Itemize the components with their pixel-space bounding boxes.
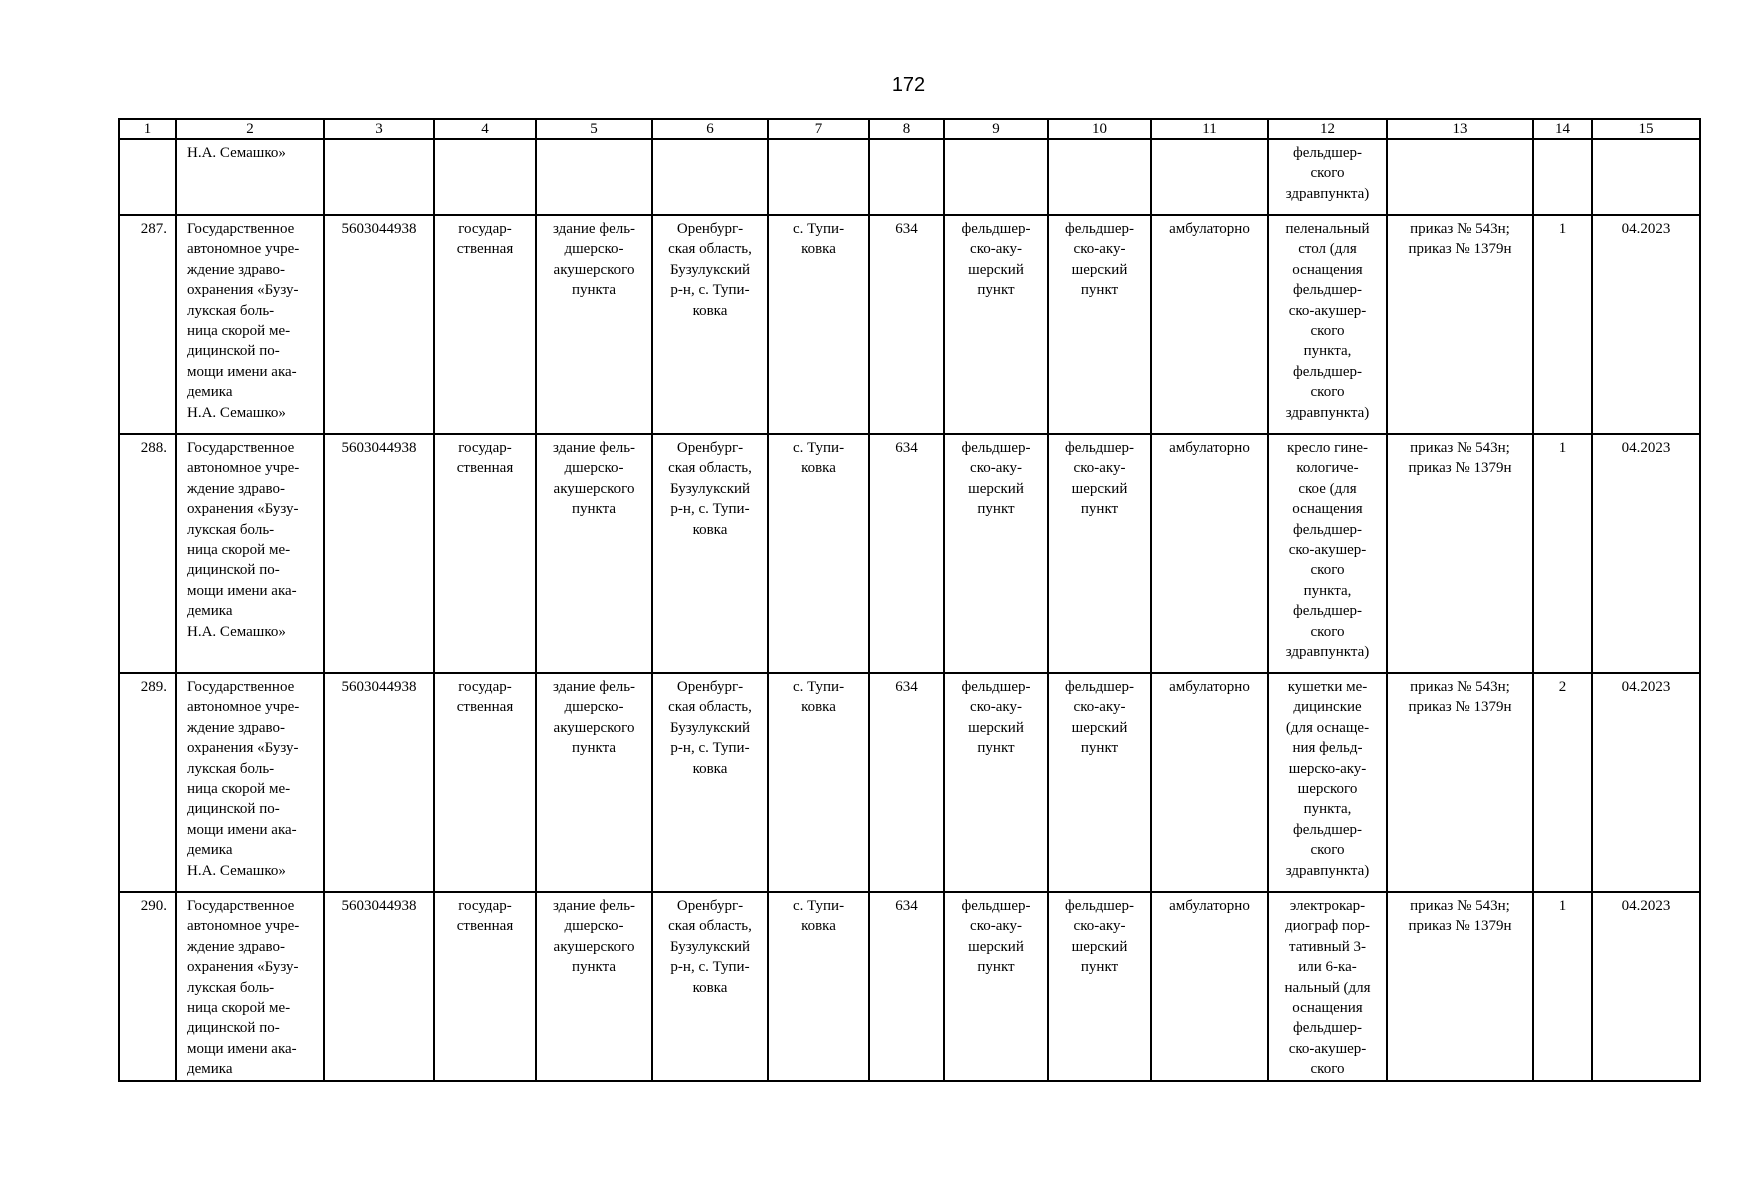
cell-line: ственная: [456, 699, 514, 716]
cell-type: [944, 892, 1048, 1081]
cell-line: ница скорой ме-: [187, 323, 291, 340]
cell-line: здание фель-: [552, 221, 636, 237]
cell-line: автономное учре-: [187, 918, 300, 935]
cell-line: мощи имени ака-: [187, 1040, 297, 1057]
cell-value: 634: [869, 892, 944, 1081]
cell-building: [536, 139, 652, 215]
cell-qty: 2: [1533, 673, 1592, 892]
cell-line: тативный 3-: [1288, 938, 1367, 955]
cell-line: приказ № 543н;: [1410, 440, 1510, 456]
cell-line: или 6-ка-: [1298, 959, 1357, 976]
cell-value: 634: [869, 215, 944, 434]
cell-line: ния фельд-: [1292, 740, 1363, 757]
cell-line: здравпункта): [1285, 862, 1370, 879]
cell-type: [944, 215, 1048, 434]
cell-line: кресло гине-: [1286, 440, 1369, 456]
cell-line: ско-аку-: [970, 918, 1022, 935]
cell-line: фельдшер-: [961, 679, 1031, 695]
cell-line: демика: [187, 842, 233, 859]
table-row: [119, 892, 1700, 1081]
cell-line: ковка: [801, 460, 836, 477]
cell-line: р-н, с. Тупи-: [670, 959, 750, 976]
cell-equipment: [1268, 139, 1387, 215]
cell-line: автономное учре-: [187, 241, 300, 258]
table-row: [119, 673, 1700, 892]
cell-qty: 1: [1533, 215, 1592, 434]
cell-locality: [768, 673, 869, 892]
cell-order: [1387, 673, 1533, 892]
cell-qty: 1: [1533, 892, 1592, 1081]
cell-line: ско-аку-: [970, 241, 1022, 258]
cell-address: [652, 434, 768, 673]
cell-line: пункта,: [1303, 582, 1352, 599]
cell-line: здравпункта): [1285, 404, 1370, 421]
cell-line: дицинские: [1293, 699, 1362, 716]
cell-line: здравпункта): [1285, 644, 1370, 661]
cell-line: пункт: [977, 282, 1015, 299]
cell-line: Бузулукский: [669, 261, 751, 278]
cell-line: ского: [1310, 384, 1345, 401]
cell-line: нальный (для: [1284, 979, 1371, 996]
cell-inn: 5603044938: [324, 892, 434, 1081]
cell-line: ковка: [801, 918, 836, 935]
cell-line: ско-аку-: [970, 460, 1022, 477]
cell-line: оснащения: [1292, 501, 1363, 518]
cell-line: шерский: [1071, 480, 1128, 497]
cell-line: охранения «Бузу-: [187, 740, 299, 757]
header-cell: 13: [1387, 119, 1533, 139]
cell-type: [944, 139, 1048, 215]
cell-line: Государственное: [187, 679, 295, 695]
cell-line: дшерско-: [564, 699, 624, 716]
cell-line: пеленальный: [1285, 221, 1370, 237]
header-cell: 7: [768, 119, 869, 139]
cell-line: лукская боль-: [187, 302, 275, 319]
cell-line: кушетки ме-: [1287, 679, 1368, 695]
cell-line: ственная: [456, 918, 514, 935]
cell-locality: [768, 215, 869, 434]
cell-line: демика: [187, 1061, 233, 1078]
cell-line: акушерского: [553, 719, 635, 736]
cell-qty: [1533, 139, 1592, 215]
cell-line: приказ № 1379н: [1408, 918, 1512, 935]
cell-line: ского: [1310, 842, 1345, 859]
header-cell: 9: [944, 119, 1048, 139]
cell-line: ковка: [692, 302, 728, 319]
continuation-row: [119, 139, 1700, 215]
cell-building: [536, 434, 652, 673]
cell-line: ственная: [456, 241, 514, 258]
cell-line: диограф пор-: [1285, 918, 1370, 935]
cell-line: оснащения: [1292, 261, 1363, 278]
cell-organization: [176, 673, 324, 892]
cell-line: здание фель-: [552, 679, 636, 695]
equipment-table: [118, 118, 1701, 1082]
cell-line: приказ № 1379н: [1408, 699, 1512, 716]
cell-line: ская область,: [668, 699, 752, 716]
cell-num: 290.: [119, 892, 176, 1081]
cell-line: ско-акушер-: [1288, 1040, 1367, 1057]
cell-line: Оренбург-: [676, 221, 744, 237]
cell-line: пункта: [571, 740, 617, 757]
cell-line: охранения «Бузу-: [187, 501, 299, 518]
page-number: 172: [891, 74, 926, 96]
cell-line: мощи имени ака-: [187, 582, 297, 599]
cell-line: охранения «Бузу-: [187, 959, 299, 976]
header-cell: 1: [119, 119, 176, 139]
cell-line: мощи имени ака-: [187, 363, 297, 380]
cell-unit: [1048, 215, 1151, 434]
header-cell: 8: [869, 119, 944, 139]
cell-num: 289.: [119, 673, 176, 892]
cell-line: фельдшер-: [1064, 440, 1135, 456]
cell-unit: [1048, 673, 1151, 892]
cell-line: демика: [187, 603, 233, 620]
cell-unit: [1048, 892, 1151, 1081]
cell-line: приказ № 1379н: [1408, 460, 1512, 477]
cell-line: электрокар-: [1289, 898, 1366, 914]
cell-line: пункта,: [1303, 343, 1352, 360]
cell-line: с. Тупи-: [792, 221, 845, 237]
cell-line: шерский: [1071, 938, 1128, 955]
cell-line: Н.А. Семашко»: [187, 145, 286, 161]
cell-line: пункт: [1080, 959, 1119, 976]
cell-organization: [176, 892, 324, 1081]
cell-organization: [176, 139, 324, 215]
cell-line: акушерского: [553, 261, 635, 278]
cell-line: ница скорой ме-: [187, 781, 291, 798]
cell-line: автономное учре-: [187, 460, 300, 477]
cell-line: фельдшер-: [1292, 1020, 1363, 1037]
cell-order: [1387, 434, 1533, 673]
cell-line: пункт: [977, 501, 1015, 518]
cell-ownership: [434, 139, 536, 215]
cell-line: фельдшер-: [1292, 521, 1363, 538]
cell-line: Н.А. Семашко»: [187, 623, 286, 640]
table-row: [119, 215, 1700, 434]
cell-line: стол (для: [1298, 241, 1357, 258]
cell-mode: [1151, 139, 1268, 215]
cell-line: Государственное: [187, 221, 295, 237]
cell-line: Оренбург-: [676, 679, 744, 695]
cell-line: ско-аку-: [970, 699, 1022, 716]
cell-line: фельдшер-: [1292, 363, 1363, 380]
header-cell: 5: [536, 119, 652, 139]
cell-address: [652, 215, 768, 434]
cell-line: акушерского: [553, 480, 635, 497]
cell-line: дицинской по-: [187, 1020, 280, 1037]
cell-line: государ-: [458, 679, 512, 695]
cell-line: пункта: [571, 959, 617, 976]
cell-line: ская область,: [668, 241, 752, 258]
cell-line: оснащения: [1292, 1000, 1363, 1017]
cell-line: ская область,: [668, 460, 752, 477]
cell-line: шерский: [968, 938, 1024, 955]
cell-unit: [1048, 434, 1151, 673]
cell-line: с. Тупи-: [792, 440, 845, 456]
cell-line: шерского: [1297, 781, 1358, 798]
cell-line: охранения «Бузу-: [187, 282, 299, 299]
cell-line: лукская боль-: [187, 521, 275, 538]
cell-line: приказ № 543н;: [1410, 221, 1510, 237]
cell-value: 634: [869, 673, 944, 892]
cell-line: кологиче-: [1296, 460, 1359, 477]
cell-order: [1387, 139, 1533, 215]
cell-num: 288.: [119, 434, 176, 673]
cell-line: пункт: [1080, 282, 1119, 299]
cell-line: ница скорой ме-: [187, 542, 291, 559]
cell-line: мощи имени ака-: [187, 821, 297, 838]
cell-date: [1592, 139, 1700, 215]
cell-line: шерский: [968, 261, 1024, 278]
cell-line: ская область,: [668, 918, 752, 935]
cell-line: пункта: [571, 501, 617, 518]
header-cell: 6: [652, 119, 768, 139]
cell-line: ждение здраво-: [187, 261, 286, 278]
cell-line: пункта: [571, 282, 617, 299]
cell-line: фельдшер-: [1292, 821, 1363, 838]
cell-value: 634: [869, 434, 944, 673]
cell-line: акушерского: [553, 938, 635, 955]
cell-line: государ-: [458, 440, 512, 456]
cell-line: ско-аку-: [1073, 918, 1126, 935]
cell-address: [652, 673, 768, 892]
header-cell: 14: [1533, 119, 1592, 139]
cell-line: фельдшер-: [961, 898, 1031, 914]
cell-line: приказ № 543н;: [1410, 898, 1510, 914]
cell-line: р-н, с. Тупи-: [670, 282, 750, 299]
cell-line: пункта,: [1303, 801, 1352, 818]
cell-line: ско-аку-: [1073, 699, 1126, 716]
cell-line: фельдшер-: [961, 440, 1031, 456]
cell-line: дицинской по-: [187, 801, 280, 818]
cell-equipment: [1268, 215, 1387, 434]
cell-line: автономное учре-: [187, 699, 300, 716]
cell-ownership: [434, 673, 536, 892]
table-row: [119, 434, 1700, 673]
cell-line: ско-аку-: [1073, 460, 1126, 477]
cell-order: [1387, 892, 1533, 1081]
cell-line: Оренбург-: [676, 898, 744, 914]
cell-line: с. Тупи-: [792, 679, 845, 695]
cell-line: государ-: [458, 898, 512, 914]
cell-locality: [768, 139, 869, 215]
cell-line: (для оснаще-: [1285, 719, 1370, 736]
cell-date: 04.2023: [1592, 215, 1700, 434]
cell-line: ковка: [801, 699, 836, 716]
cell-line: ждение здраво-: [187, 938, 286, 955]
cell-ownership: [434, 215, 536, 434]
cell-line: р-н, с. Тупи-: [670, 501, 750, 518]
cell-line: Бузулукский: [669, 480, 751, 497]
cell-mode: амбулаторно: [1151, 892, 1268, 1081]
cell-line: приказ № 1379н: [1408, 241, 1512, 258]
cell-building: [536, 673, 652, 892]
header-cell: 10: [1048, 119, 1151, 139]
cell-line: ждение здраво-: [187, 480, 286, 497]
cell-line: ско-акушер-: [1288, 302, 1367, 319]
cell-inn: [324, 139, 434, 215]
cell-inn: 5603044938: [324, 434, 434, 673]
cell-type: [944, 673, 1048, 892]
cell-line: р-н, с. Тупи-: [670, 740, 750, 757]
cell-line: фельдшер-: [1292, 603, 1363, 620]
cell-line: ского: [1310, 165, 1345, 182]
cell-num: 287.: [119, 215, 176, 434]
cell-line: Государственное: [187, 898, 295, 914]
header-row: [119, 119, 1700, 139]
cell-line: дицинской по-: [187, 343, 280, 360]
header-cell: 2: [176, 119, 324, 139]
cell-line: Бузулукский: [669, 719, 751, 736]
cell-line: дшерско-: [564, 918, 624, 935]
cell-mode: амбулаторно: [1151, 673, 1268, 892]
cell-line: шерский: [1071, 261, 1128, 278]
cell-line: дицинской по-: [187, 562, 280, 579]
cell-line: фельдшер-: [1292, 145, 1363, 161]
cell-ownership: [434, 892, 536, 1081]
cell-line: дшерско-: [564, 460, 624, 477]
cell-line: приказ № 543н;: [1410, 679, 1510, 695]
cell-equipment: [1268, 892, 1387, 1081]
cell-line: фельдшер-: [1064, 679, 1135, 695]
cell-line: фельдшер-: [1064, 221, 1135, 237]
cell-line: ско-акушер-: [1288, 542, 1367, 559]
cell-organization: [176, 434, 324, 673]
cell-address: [652, 892, 768, 1081]
cell-line: ковка: [801, 241, 836, 258]
cell-line: демика: [187, 384, 233, 401]
cell-inn: 5603044938: [324, 215, 434, 434]
cell-line: шерский: [968, 480, 1024, 497]
cell-line: ждение здраво-: [187, 719, 286, 736]
cell-line: фельдшер-: [961, 221, 1031, 237]
cell-line: ского: [1310, 1061, 1345, 1078]
cell-building: [536, 892, 652, 1081]
cell-line: Государственное: [187, 440, 295, 456]
cell-num: [119, 139, 176, 215]
cell-line: шерский: [968, 719, 1024, 736]
header-cell: 15: [1592, 119, 1700, 139]
cell-line: с. Тупи-: [792, 898, 845, 914]
cell-line: ского: [1310, 562, 1345, 579]
cell-equipment: [1268, 434, 1387, 673]
cell-line: дшерско-: [564, 241, 624, 258]
cell-line: ско-аку-: [1073, 241, 1126, 258]
cell-line: пункт: [977, 740, 1015, 757]
cell-line: Н.А. Семашко»: [187, 862, 286, 879]
cell-line: ковка: [692, 760, 728, 777]
cell-line: Н.А. Семашко»: [187, 404, 286, 421]
cell-line: пункт: [977, 959, 1015, 976]
cell-line: лукская боль-: [187, 979, 275, 996]
cell-line: фельдшер-: [1292, 282, 1363, 299]
header-cell: 4: [434, 119, 536, 139]
cell-type: [944, 434, 1048, 673]
cell-locality: [768, 892, 869, 1081]
cell-line: пункт: [1080, 501, 1119, 518]
cell-mode: амбулаторно: [1151, 215, 1268, 434]
cell-date: 04.2023: [1592, 434, 1700, 673]
cell-locality: [768, 434, 869, 673]
cell-line: шерско-аку-: [1288, 760, 1367, 777]
cell-line: ственная: [456, 460, 514, 477]
cell-line: фельдшер-: [1064, 898, 1135, 914]
cell-unit: [1048, 139, 1151, 215]
cell-equipment: [1268, 673, 1387, 892]
cell-line: здание фель-: [552, 440, 636, 456]
cell-ownership: [434, 434, 536, 673]
cell-order: [1387, 215, 1533, 434]
cell-date: 04.2023: [1592, 673, 1700, 892]
cell-address: [652, 139, 768, 215]
cell-qty: 1: [1533, 434, 1592, 673]
cell-line: ковка: [692, 979, 728, 996]
cell-line: ского: [1310, 323, 1345, 340]
cell-building: [536, 215, 652, 434]
cell-line: ское (для: [1298, 480, 1357, 497]
cell-inn: 5603044938: [324, 673, 434, 892]
cell-line: государ-: [458, 221, 512, 237]
cell-line: здание фель-: [552, 898, 636, 914]
cell-value: [869, 139, 944, 215]
cell-line: Оренбург-: [676, 440, 744, 456]
cell-line: лукская боль-: [187, 760, 275, 777]
cell-line: Бузулукский: [669, 938, 751, 955]
header-cell: 12: [1268, 119, 1387, 139]
cell-line: шерский: [1071, 719, 1128, 736]
cell-line: ского: [1310, 623, 1345, 640]
cell-date: 04.2023: [1592, 892, 1700, 1081]
cell-line: ковка: [692, 521, 728, 538]
cell-organization: [176, 215, 324, 434]
cell-line: пункт: [1080, 740, 1119, 757]
cell-line: ница скорой ме-: [187, 1000, 291, 1017]
header-cell: 11: [1151, 119, 1268, 139]
header-cell: 3: [324, 119, 434, 139]
cell-mode: амбулаторно: [1151, 434, 1268, 673]
cell-line: здравпункта): [1285, 185, 1370, 202]
